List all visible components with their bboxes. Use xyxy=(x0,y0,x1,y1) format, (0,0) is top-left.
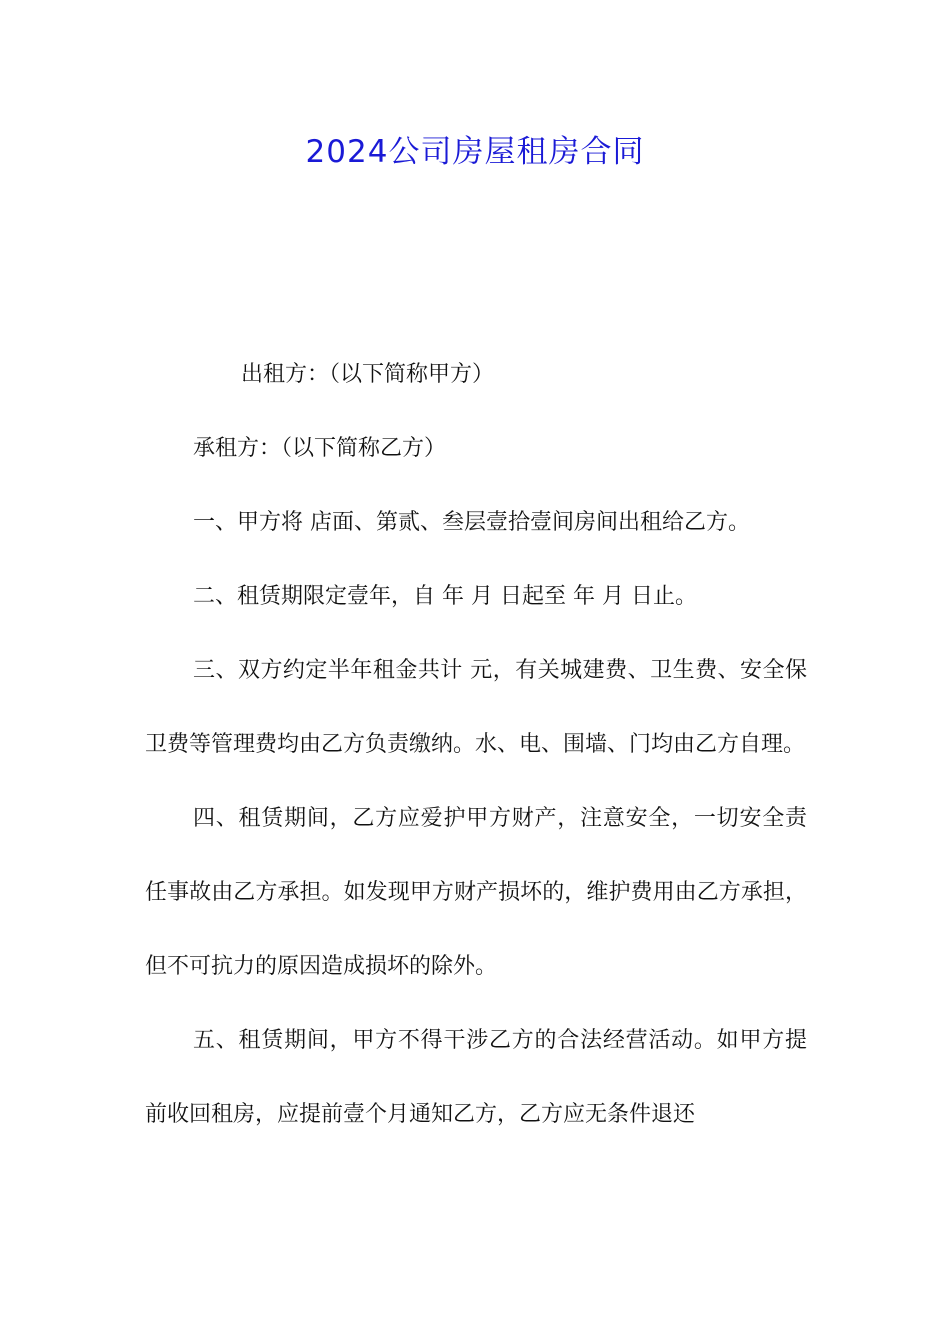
document-body xyxy=(145,338,807,1152)
paragraph-clause-1: 一、甲方将 店面、第贰、叁层壹拾壹间房间出租给乙方。 xyxy=(193,510,750,535)
paragraph-clause-3: 三、双方约定半年租金共计 元，有关城建费、卫生费、安全保卫费等管理费均由乙方负责缴纳。水、电、围墙、门均由乙方自理。 xyxy=(145,658,807,757)
document-title: 2024公司房屋租房合同 xyxy=(305,134,645,170)
paragraph-lessor: 出租方：（以下简称甲方） xyxy=(241,362,495,387)
paragraph-clause-2: 二、租赁期限定壹年，自 年 月 日起至 年 月 日止。 xyxy=(193,584,697,609)
paragraph-clause-4: 四、租赁期间，乙方应爱护甲方财产，注意安全，一切安全责任事故由乙方承担。如发现甲方财产损坏的，维护费用由乙方承担，但不可抗力的原因造成损坏的除外。 xyxy=(145,806,807,979)
paragraph-lessee: 承租方：（以下简称乙方） xyxy=(193,436,447,461)
paragraph-clause-5: 五、租赁期间，甲方不得干涉乙方的合法经营活动。如甲方提前收回租房，应提前壹个月通知乙方，乙方应无条件退还 xyxy=(145,1028,807,1127)
